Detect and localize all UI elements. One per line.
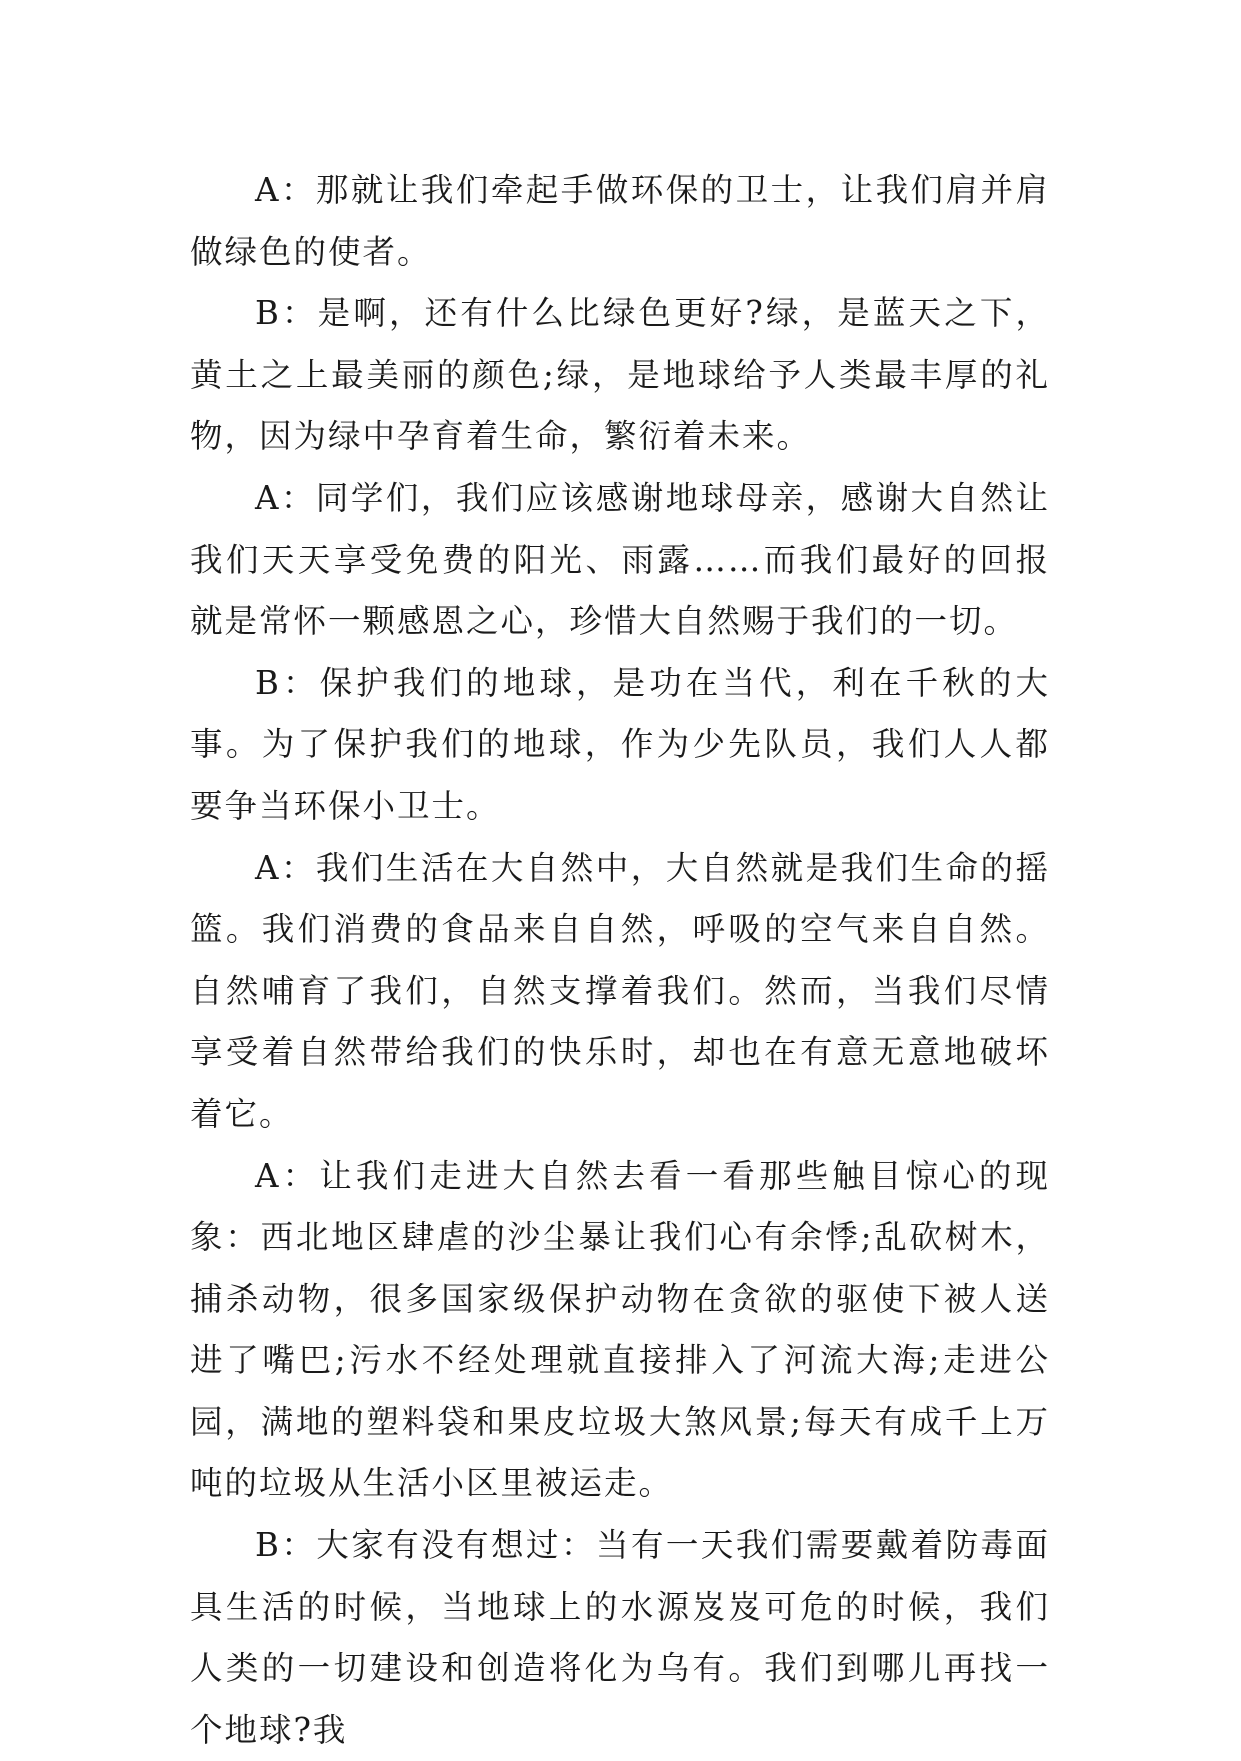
- document-body: [190, 160, 1050, 1761]
- paragraph-6: A：让我们走进大自然去看一看那些触目惊心的现象：西北地区肆虐的沙尘暴让我们心有余悸;乱砍树木，捕杀动物，很多国家级保护动物在贪欲的驱使下被人送进了嘴巴;污水不经处理就直接排入了河流大海;走进公园，满地的塑料袋和果皮垃圾大煞风景;每天有成千上万吨的垃圾从生活小区里被运走。: [190, 1156, 1050, 1503]
- paragraph-4: B：保护我们的地球，是功在当代，利在千秋的大事。为了保护我们的地球，作为少先队员，我们人人都要争当环保小卫士。: [190, 663, 1050, 825]
- paragraph-7: B：大家有没有想过：当有一天我们需要戴着防毒面具生活的时候，当地球上的水源岌岌可危的时候，我们人类的一切建设和创造将化为乌有。我们到哪儿再找一个地球?我: [190, 1526, 1050, 1749]
- paragraph-2: B：是啊，还有什么比绿色更好?绿，是蓝天之下，黄土之上最美丽的颜色;绿，是地球给予人类最丰厚的礼物，因为绿中孕育着生命，繁衍着未来。: [190, 294, 1050, 456]
- paragraph-1: A：那就让我们牵起手做环保的卫士，让我们肩并肩做绿色的使者。: [190, 171, 1050, 271]
- paragraph-5: A：我们生活在大自然中，大自然就是我们生命的摇篮。我们消费的食品来自自然，呼吸的空气来自自然。自然哺育了我们，自然支撑着我们。然而，当我们尽情享受着自然带给我们的快乐时，却也在有意无意地破坏着它。: [190, 848, 1050, 1133]
- paragraph-3: A：同学们，我们应该感谢地球母亲，感谢大自然让我们天天享受免费的阳光、雨露……而我们最好的回报就是常怀一颗感恩之心，珍惜大自然赐于我们的一切。: [190, 478, 1050, 641]
